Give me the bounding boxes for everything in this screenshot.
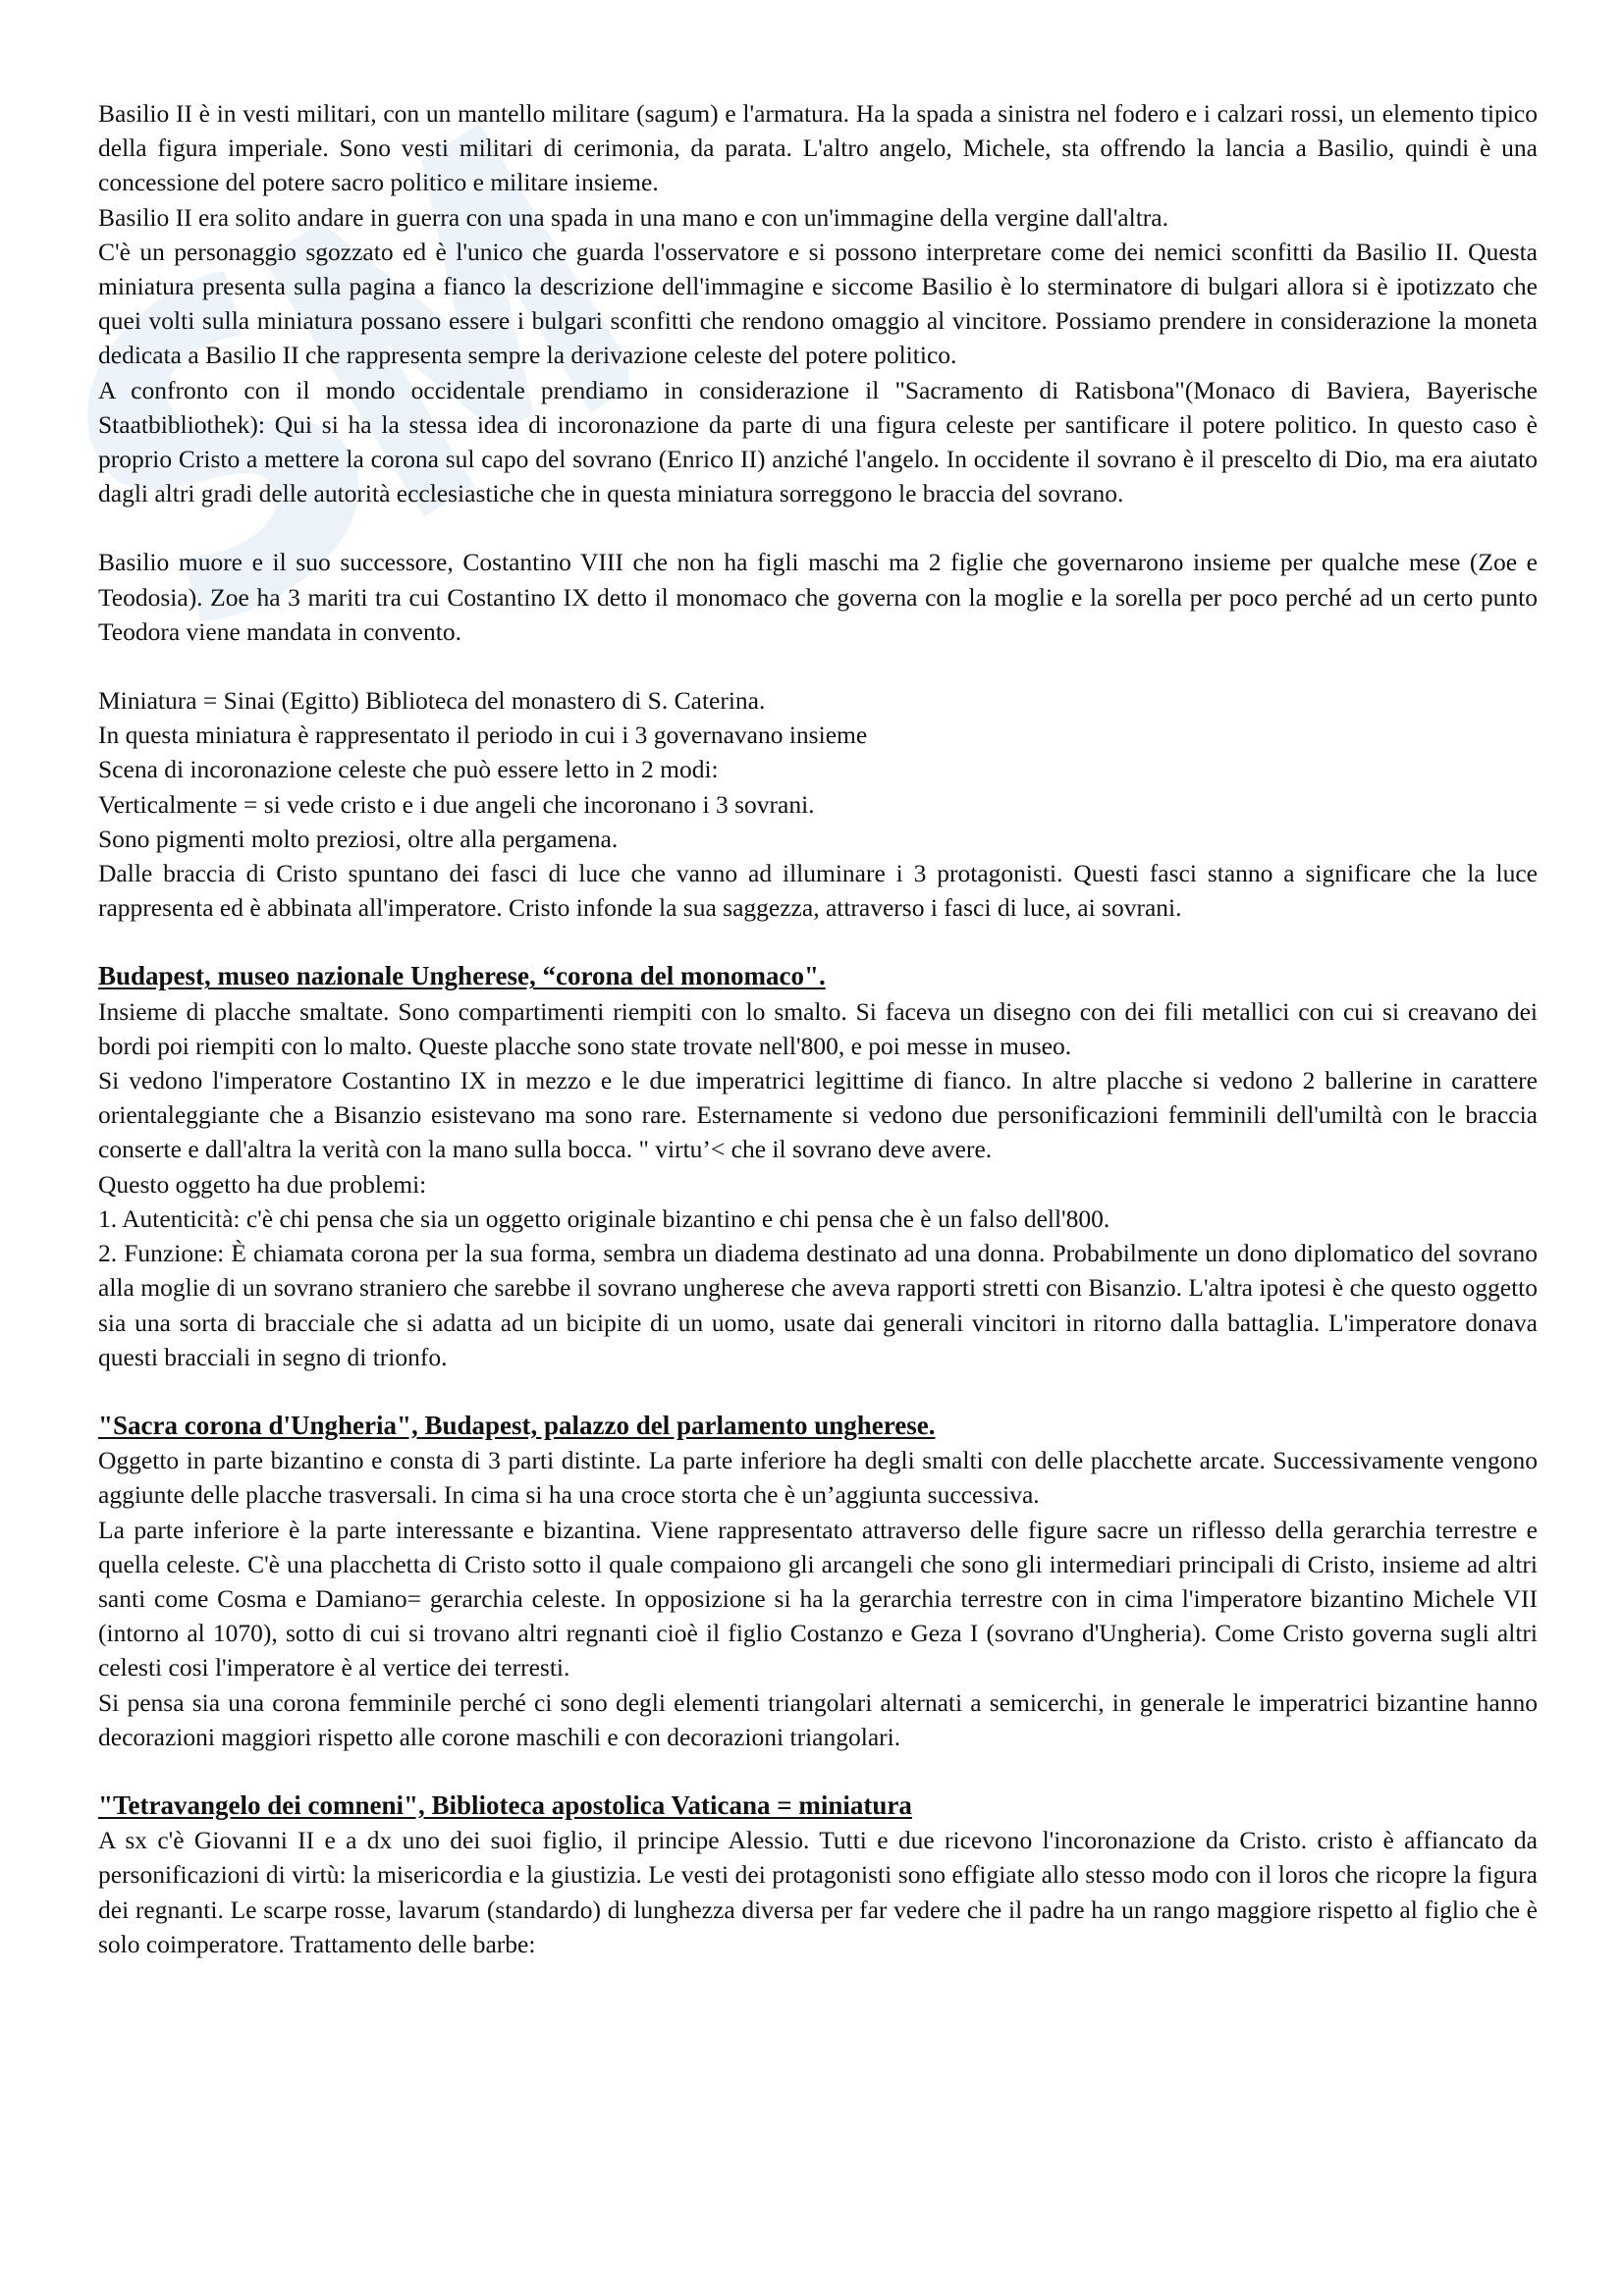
- paragraph: Basilio muore e il suo successore, Costantino VIII che non ha figli maschi ma 2 figlie che governarono insieme per qualche mese (Zoe e Teodosia). Zoe ha 3 mariti tra cui Costantino IX detto il monomaco che governa con la moglie e la sorella per poco perché ad un certo punto Teodora viene mandata in convento.: [98, 548, 1538, 646]
- paragraph: 2. Funzione: È chiamata corona per la sua forma, sembra un diadema destinato ad una donna. Probabilmente un dono diplomatico del sovrano alla moglie di un sovrano straniero che sarebbe il sovrano ungherese che aveva rapporti stretti con Bisanzio. L'altra ipotesi è che questo oggetto sia una sorta di bracciale che si adatta ad un bicipite di un uomo, usate dai generali vincitori in ritorno dalla battaglia. L'imperatore donava questi bracciali in segno di trionfo.: [98, 1239, 1538, 1371]
- paragraph: Scena di incoronazione celeste che può essere letto in 2 modi:: [98, 755, 719, 784]
- section-heading-tetravangelo: "Tetravangelo dei comneni", Biblioteca apostolica Vaticana = miniatura: [98, 1789, 912, 1820]
- paragraph: C'è un personaggio sgozzato ed è l'unico che guarda l'osservatore e si possono interpretare come dei nemici sconfitti da Basilio II. Questa miniatura presenta sulla pagina a fianco la descrizione dell'immagine e siccome Basilio è lo sterminatore di bulgari allora si è ipotizzato che quei volti sulla miniatura possano essere i bulgari sconfitti che rendono omaggio al vincitore. Possiamo prendere in considerazione la moneta dedicata a Basilio II che rappresenta sempre la derivazione celeste del potere politico.: [98, 237, 1538, 370]
- paragraph: Oggetto in parte bizantino e consta di 3 parti distinte. La parte inferiore ha degli smalti con delle placchette arcate. Successivamente vengono aggiunte delle placche trasversali. In cima si ha una croce storta che è un’aggiunta successiva.: [98, 1446, 1538, 1510]
- spacer: [98, 1754, 1538, 1789]
- paragraph: A confronto con il mondo occidentale prendiamo in considerazione il "Sacramento di Ratisbona"(Monaco di Baviera, Bayerische Staatbibliothek): Qui si ha la stessa idea di incoronazione da parte di una figura celeste per santificare il potere politico. In questo caso è proprio Cristo a mettere la corona sul capo del sovrano (Enrico II) anziché l'angelo. In occidente il sovrano è il prescelto di Dio, ma era aiutato dagli altri gradi delle autorità ecclesiastiche che in questa miniatura sorreggono le braccia del sovrano.: [98, 375, 1538, 508]
- paragraph: In questa miniatura è rappresentato il periodo in cui i 3 governavano insieme: [98, 721, 868, 750]
- spacer: [98, 925, 1538, 959]
- paragraph: Basilio II è in vesti militari, con un mantello militare (sagum) e l'armatura. Ha la spada a sinistra nel fodero e i calzari rossi, un elemento tipico della figura imperiale. Sono vesti militari di cerimonia, da parata. L'altro angelo, Michele, sta offrendo la lancia a Basilio, quindi è una concessione del potere sacro politico e militare insieme.: [98, 99, 1538, 197]
- paragraph: Verticalmente = si vede cristo e i due angeli che incoronano i 3 sovrani.: [98, 789, 815, 819]
- section-heading-budapest: Budapest, museo nazionale Ungherese, “corona del monomaco".: [98, 961, 826, 991]
- paragraph: Si pensa sia una corona femminile perché ci sono degli elementi triangolari alternati a semicerchi, in generale le imperatrici bizantine hanno decorazioni maggiori rispetto alle corone maschili e con decorazioni triangolari.: [98, 1687, 1538, 1751]
- spacer: [98, 510, 1538, 545]
- spacer: [98, 1374, 1538, 1409]
- document-page: [98, 96, 1538, 1961]
- paragraph: Dalle braccia di Cristo spuntano dei fasci di luce che vanno ad illuminare i 3 protagonisti. Questi fasci stanno a significare che la luce rappresenta ed è abbinata all'imperatore. Cristo infonde la sua saggezza, attraverso i fasci di luce, ai sovrani.: [98, 859, 1538, 923]
- paragraph: La parte inferiore è la parte interessante e bizantina. Viene rappresentato attraverso delle figure sacre un riflesso della gerarchia terrestre e quella celeste. C'è una placchetta di Cristo sotto il quale compaiono gli arcangeli che sono gli intermediari principali di Cristo, insieme ad altri santi come Cosma e Damiano= gerarchia celeste. In opposizione si ha la gerarchia terrestre con in cima l'imperatore bizantino Michele VII (intorno al 1070), sotto di cui si trovano altri regnanti cioè il figlio Costanzo e Geza I (sovrano d'Ungheria). Come Cristo governa sugli altri celesti cosi l'imperatore è al vertice dei terresti.: [98, 1515, 1538, 1682]
- paragraph: 1. Autenticità: c'è chi pensa che sia un oggetto originale bizantino e chi pensa che è un falso dell'800.: [98, 1203, 1110, 1233]
- paragraph: Sono pigmenti molto preziosi, oltre alla pergamena.: [98, 824, 619, 853]
- paragraph: Insieme di placche smaltate. Sono compartimenti riempiti con lo smalto. Si faceva un disegno con dei fili metallici con cui si creavano dei bordi poi riempiti con lo malto. Queste placche sono state trovate nell'800, e poi messe in museo.: [98, 996, 1538, 1060]
- paragraph: A sx c'è Giovanni II e a dx uno dei suoi figlio, il principe Alessio. Tutti e due ricevono l'incoronazione da Cristo. cristo è affiancato da personificazioni di virtù: la misericordia e la giustizia. Le vesti dei protagonisti sono effigiate allo stesso modo con il loros che ricopre la figura dei regnanti. Le scarpe rosse, lavarum (standardo) di lunghezza diversa per far vedere che il padre ha un rango maggiore rispetto al figlio che è solo coimperatore. Trattamento delle barbe:: [98, 1826, 1538, 1958]
- section-heading-sacra-corona: "Sacra corona d'Ungheria", Budapest, palazzo del parlamento ungherese.: [98, 1410, 936, 1440]
- paragraph: Miniatura = Sinai (Egitto) Biblioteca del monastero di S. Caterina.: [98, 686, 766, 716]
- paragraph: Basilio II era solito andare in guerra con una spada in una mano e con un'immagine della vergine dall'altra.: [98, 202, 1168, 232]
- paragraph: Questo oggetto ha due problemi:: [98, 1169, 427, 1199]
- paragraph: Si vedono l'imperatore Costantino IX in mezzo e le due imperatrici legittime di fianco. In altre placche si vedono 2 ballerine in carattere orientaleggiante che a Bisanzio esistevano ma sono rare. Esternamente si vedono due personificazioni femminili dell'umiltà con le braccia conserte e dall'altra la verità con la mano sulla bocca. " virtu’< che il sovrano deve avere.: [98, 1066, 1538, 1164]
- spacer: [98, 649, 1538, 683]
